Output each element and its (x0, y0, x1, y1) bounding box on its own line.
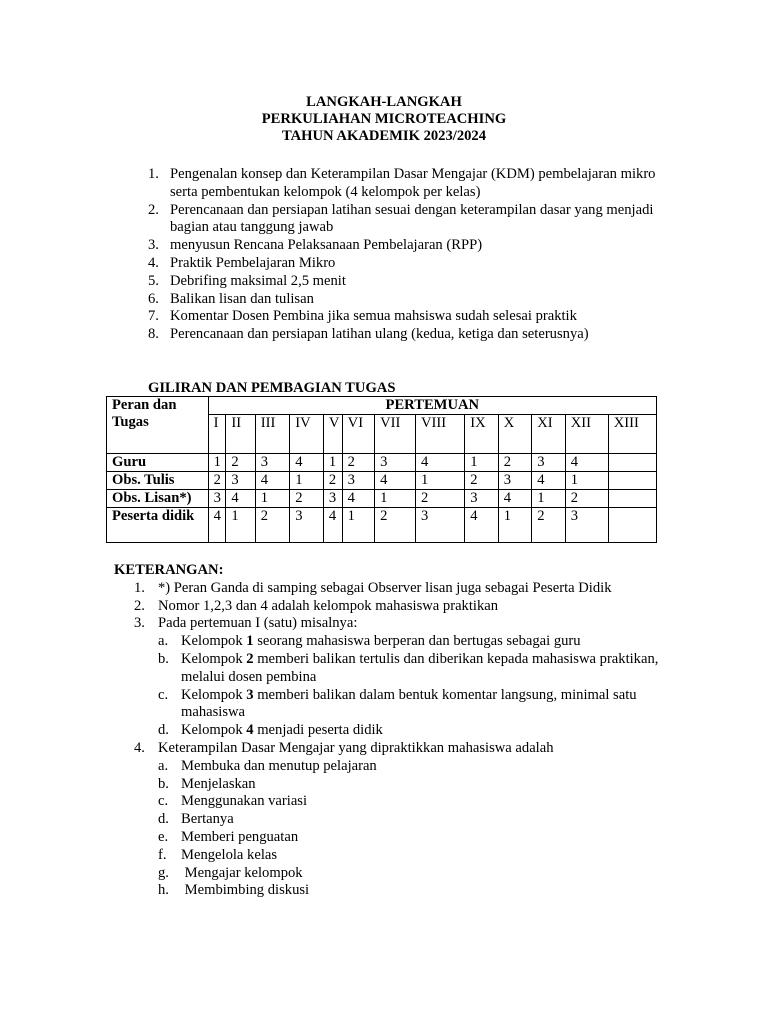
role-cell: Obs. Tulis (107, 472, 209, 490)
sub-list-item (114, 847, 674, 865)
list-number: 4. (148, 254, 159, 271)
list-letter: f. (158, 846, 167, 863)
list-item (114, 740, 674, 758)
meeting-label: III (255, 415, 290, 454)
list-item (148, 237, 668, 255)
sub-list-item (114, 882, 674, 900)
sub-list-item (114, 793, 674, 811)
title-line-1: LANGKAH-LANGKAH (306, 94, 462, 110)
list-item (114, 615, 674, 633)
list-text: Menggunakan variasi (181, 793, 308, 810)
list-text: Debrifing maksimal 2,5 menit (170, 272, 346, 289)
list-text: Pada pertemuan I (satu) misalnya: (158, 615, 358, 632)
meeting-label: VIII (415, 415, 464, 454)
list-letter: d. (158, 811, 169, 828)
table-cell (608, 472, 656, 490)
list-item (148, 166, 668, 202)
table-cell (608, 490, 656, 508)
list-text: Komentar Dosen Pembina jika semua mahsiswa sudah selesai praktik (170, 308, 577, 325)
list-text: menyusun Rencana Pelaksanaan Pembelajaran (RPP) (170, 237, 483, 254)
table-cell: 3 (226, 472, 255, 490)
table-cell: 2 (226, 454, 255, 472)
table-cell: 1 (465, 454, 499, 472)
table-cell: 2 (375, 508, 416, 543)
table-cell: 4 (565, 454, 608, 472)
list-item (114, 580, 674, 598)
table-cell: 4 (465, 508, 499, 543)
title-line-2: PERKULIAHAN MICROTEACHING (261, 111, 507, 127)
table-row (107, 454, 657, 472)
table-cell: 4 (415, 454, 464, 472)
sub-list-item (114, 829, 674, 847)
table-cell: 2 (323, 472, 342, 490)
table-cell: 1 (290, 472, 324, 490)
list-text: Memberi penguatan (181, 828, 299, 845)
list-number: 6. (148, 290, 159, 307)
list-text: Kelompok (181, 633, 247, 650)
list-text: Mengajar kelompok (181, 864, 303, 881)
list-text: Keterampilan Dasar Mengajar yang dipraktikkan mahasiswa adalah (158, 739, 554, 756)
list-text: Perencanaan dan persiapan latihan sesuai dengan keterampilan dasar yang menjadi bagian atau tanggung jawab (170, 201, 654, 236)
table-cell: 3 (255, 454, 290, 472)
table-cell: 3 (415, 508, 464, 543)
list-letter: e. (158, 828, 169, 845)
list-text: Perencanaan dan persiapan latihan ulang (kedua, ketiga dan seterusnya) (170, 326, 589, 343)
sub-list-item (114, 651, 674, 687)
table-cell (608, 508, 656, 543)
sub-list-item (114, 758, 674, 776)
table-cell: 1 (415, 472, 464, 490)
list-text: seorang mahasiswa berperan dan bertugas sebagai guru (253, 633, 581, 650)
group-number: 4 (246, 722, 254, 739)
list-text: memberi balikan tertulis dan diberikan kepada mahasiswa praktikan, melalui dosen pembina (181, 650, 659, 685)
meeting-label: II (226, 415, 255, 454)
table-cell: 4 (342, 490, 374, 508)
list-number: 1. (148, 166, 159, 182)
list-item (148, 308, 668, 326)
list-text: Balikan lisan dan tulisan (170, 290, 314, 307)
meeting-header: PERTEMUAN (208, 397, 656, 415)
table-cell: 1 (498, 508, 532, 543)
table-cell: 1 (255, 490, 290, 508)
role-cell: Obs. Lisan*) (107, 490, 209, 508)
meeting-label: XIII (608, 415, 656, 454)
table-cell: 1 (226, 508, 255, 543)
list-text: memberi balikan dalam bentuk komentar langsung, minimal satu mahasiswa (181, 686, 637, 721)
sub-list-item (114, 865, 674, 883)
list-letter: b. (158, 775, 169, 792)
meeting-label: IX (465, 415, 499, 454)
list-text: Kelompok (181, 686, 247, 703)
table-cell: 2 (290, 490, 324, 508)
table-cell: 3 (375, 454, 416, 472)
list-letter: a. (158, 633, 169, 650)
list-item (148, 255, 668, 273)
list-number: 1. (134, 579, 145, 596)
meeting-label: I (208, 415, 226, 454)
list-number: 2. (148, 201, 159, 218)
list-letter: c. (158, 686, 169, 703)
notes-section (114, 562, 674, 900)
meeting-label: XII (565, 415, 608, 454)
table-cell: 1 (342, 508, 374, 543)
list-text: Menjelaskan (181, 775, 256, 792)
list-number: 2. (134, 597, 145, 614)
table-cell: 3 (208, 490, 226, 508)
title-line-3: TAHUN AKADEMIK 2023/2024 (281, 128, 487, 144)
list-text: *) Peran Ganda di samping sebagai Observer lisan juga sebagai Peserta Didik (158, 579, 612, 596)
table-cell: 3 (565, 508, 608, 543)
sub-list-item (114, 687, 674, 723)
list-item (114, 598, 674, 616)
list-text: Nomor 1,2,3 dan 4 adalah kelompok mahasiswa praktikan (158, 597, 499, 614)
meeting-label: IV (290, 415, 324, 454)
group-number: 1 (246, 633, 254, 650)
role-header: Peran dan Tugas (107, 397, 209, 454)
table-cell: 4 (226, 490, 255, 508)
list-text: Pengenalan konsep dan Keterampilan Dasar Mengajar (KDM) pembelajaran mikro serta pembentukan kelompok (4 kelompok per kelas) (170, 166, 656, 200)
table-cell (608, 454, 656, 472)
sub-list-item (114, 722, 674, 740)
meeting-label: VI (342, 415, 374, 454)
list-number: 3. (134, 615, 145, 632)
table-cell: 2 (208, 472, 226, 490)
table-cell: 4 (498, 490, 532, 508)
table-cell: 4 (208, 508, 226, 543)
group-number: 3 (246, 686, 254, 703)
table-cell: 3 (465, 490, 499, 508)
sub-list-item (114, 776, 674, 794)
table-cell: 2 (415, 490, 464, 508)
table-cell: 2 (565, 490, 608, 508)
list-number: 7. (148, 308, 159, 325)
document-title (0, 94, 768, 145)
table-cell: 3 (498, 472, 532, 490)
list-item (148, 202, 668, 238)
table-cell: 2 (465, 472, 499, 490)
list-letter: h. (158, 882, 169, 899)
sub-list-item (114, 811, 674, 829)
list-text: Membimbing diskusi (181, 882, 310, 899)
schedule-heading: GILIRAN DAN PEMBAGIAN TUGAS (148, 380, 396, 396)
table-cell: 4 (323, 508, 342, 543)
table-cell: 1 (323, 454, 342, 472)
table-cell: 1 (375, 490, 416, 508)
group-number: 2 (246, 650, 254, 667)
table-cell: 1 (565, 472, 608, 490)
list-letter: g. (158, 864, 169, 881)
table-cell: 1 (208, 454, 226, 472)
list-item (148, 326, 668, 344)
list-letter: c. (158, 793, 169, 810)
table-cell: 3 (290, 508, 324, 543)
list-letter: d. (158, 722, 169, 739)
table-cell: 3 (342, 472, 374, 490)
steps-list (148, 166, 668, 344)
schedule-table (106, 396, 657, 543)
role-cell: Peserta didik (107, 508, 209, 543)
meeting-label: X (498, 415, 532, 454)
table-header-row (107, 397, 657, 415)
table-cell: 2 (532, 508, 566, 543)
list-item (148, 273, 668, 291)
list-letter: a. (158, 757, 169, 774)
list-number: 8. (148, 326, 159, 343)
table-cell: 4 (255, 472, 290, 490)
table-cell: 2 (255, 508, 290, 543)
list-number: 5. (148, 272, 159, 289)
list-text: Mengelola kelas (181, 846, 278, 863)
list-text: Praktik Pembelajaran Mikro (170, 254, 336, 271)
table-row (107, 490, 657, 508)
list-item (148, 291, 668, 309)
table-row (107, 508, 657, 543)
list-number: 4. (134, 739, 145, 756)
sub-list-item (114, 633, 674, 651)
notes-title: KETERANGAN: (114, 562, 224, 578)
list-number: 3. (148, 237, 159, 254)
table-cell: 4 (532, 472, 566, 490)
table-cell: 4 (290, 454, 324, 472)
table-cell: 2 (342, 454, 374, 472)
meeting-label: V (323, 415, 342, 454)
table-cell: 3 (323, 490, 342, 508)
list-text: Membuka dan menutup pelajaran (181, 757, 377, 774)
list-text: Kelompok (181, 650, 247, 667)
list-letter: b. (158, 650, 169, 667)
list-text: Kelompok (181, 722, 247, 739)
table-cell: 3 (532, 454, 566, 472)
table-row (107, 472, 657, 490)
list-text: Bertanya (181, 811, 234, 828)
list-text: menjadi peserta didik (253, 722, 383, 739)
table-cell: 1 (532, 490, 566, 508)
table-cell: 2 (498, 454, 532, 472)
meeting-label: VII (375, 415, 416, 454)
table-cell: 4 (375, 472, 416, 490)
role-cell: Guru (107, 454, 209, 472)
meeting-label: XI (532, 415, 566, 454)
